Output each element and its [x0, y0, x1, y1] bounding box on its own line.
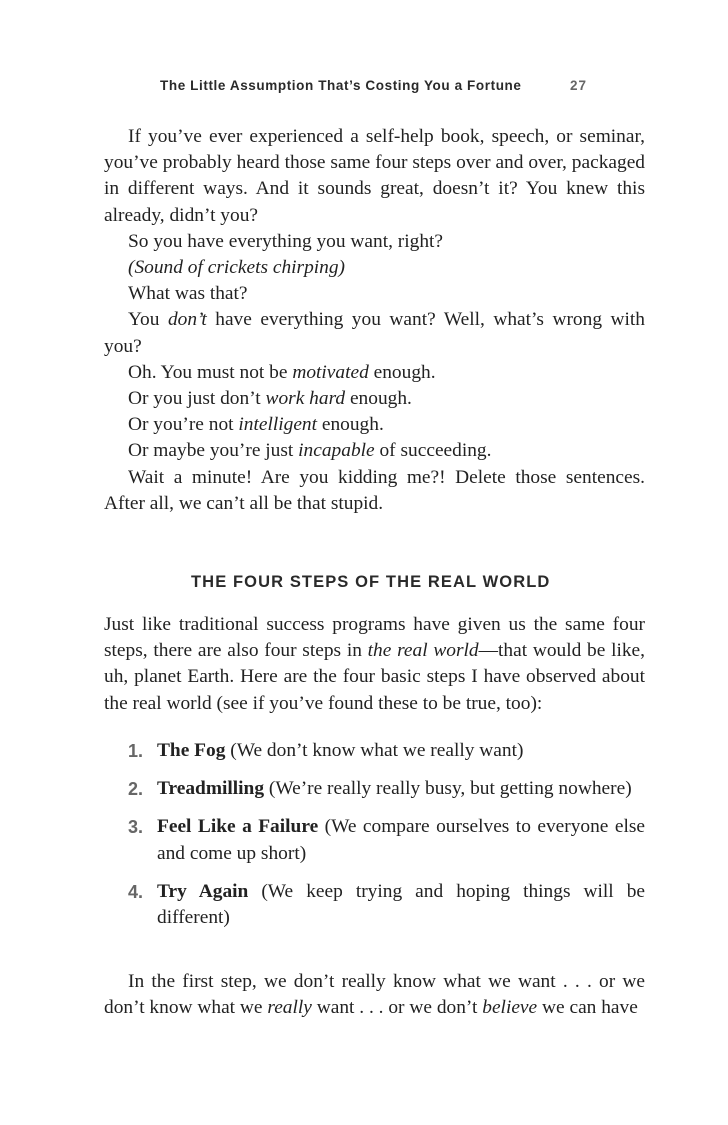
section-intro — [104, 612, 645, 717]
step-title: Treadmilling — [157, 778, 265, 800]
page-number: 27 — [570, 78, 588, 93]
text-run: enough. — [317, 414, 384, 436]
italic-text: motivated — [292, 361, 369, 383]
paragraph — [104, 386, 645, 412]
text-run: You — [128, 309, 168, 331]
text-run: enough. — [345, 388, 412, 410]
list-item — [104, 879, 645, 931]
italic-text: work hard — [265, 388, 346, 410]
step-number: 1. — [128, 741, 144, 761]
text-run: Or you’re not — [128, 414, 239, 436]
closing-text — [104, 969, 645, 1021]
paragraph: If you’ve ever experienced a self-help book, speech, or seminar, you’ve probably heard those same four steps over and over, packaged in different ways. And it sounds great, doesn’t it? You knew this already, didn’t you? — [104, 126, 645, 226]
running-head — [0, 74, 728, 100]
paragraph — [104, 438, 645, 464]
list-item — [104, 738, 645, 764]
italic-text: the real world — [367, 640, 479, 662]
text-run: enough. — [368, 361, 436, 383]
text-run: Oh. You must not be — [128, 361, 293, 383]
step-title: The Fog — [157, 740, 226, 761]
italic-text: believe — [482, 997, 538, 1019]
italic-text: intelligent — [238, 414, 318, 436]
section-heading-text: THE FOUR STEPS OF THE REAL WORLD — [191, 573, 551, 591]
italic-text: don’t — [167, 309, 207, 331]
paragraph — [104, 307, 645, 359]
italic-text: really — [267, 997, 312, 1019]
step-description: (We don’t know what we really want) — [225, 740, 524, 761]
italic-text: (Sound of crickets chirping) — [128, 257, 346, 279]
step-number: 4. — [128, 881, 144, 902]
paragraph — [104, 612, 645, 717]
paragraph: So you have everything you want, right? — [128, 230, 444, 252]
text-run: Or you just don’t — [128, 388, 266, 410]
paragraph — [104, 255, 645, 281]
list-item — [104, 776, 645, 802]
running-head-title: The Little Assumption That’s Costing You a Fortune — [160, 78, 522, 93]
paragraph: Wait a minute! Are you kidding me?! Delete those sentences. After all, we can’t all be that stupid. — [104, 466, 645, 514]
paragraph — [104, 360, 645, 386]
text-run: of succeeding. — [374, 440, 492, 462]
step-description: (We keep trying and hoping things will be different) — [157, 880, 646, 929]
step-number: 2. — [128, 779, 144, 800]
italic-text: incapable — [298, 440, 375, 462]
text-run: want . . . or we don’t — [311, 997, 483, 1019]
paragraph — [104, 969, 645, 1021]
steps-list — [104, 738, 645, 943]
step-description: (We compare ourselves to everyone else and come up short) — [157, 816, 646, 864]
step-title: Try Again — [157, 880, 249, 902]
intro-text — [104, 124, 645, 517]
step-title: Feel Like a Failure — [157, 816, 319, 838]
text-run: —that would be like, uh, planet Earth. Here are the four basic steps I have observed about the real world (see if you’ve found these to be true, too): — [104, 640, 646, 714]
text-run: Just like traditional success programs have given us the same four steps, there are also four steps in — [104, 614, 645, 662]
paragraph — [104, 412, 645, 438]
text-run: Or maybe you’re just — [128, 440, 299, 462]
list-item — [104, 814, 645, 866]
text-run: have everything you want? Well, what’s wrong with you? — [104, 309, 645, 357]
text-run: we can have — [537, 997, 638, 1019]
step-number: 3. — [128, 817, 144, 838]
paragraph: What was that? — [128, 283, 248, 305]
step-description: (We’re really really busy, but getting nowhere) — [264, 778, 632, 800]
text-run: In the first step, we don’t really know what we want . . . or we don’t know what we — [104, 971, 645, 1019]
